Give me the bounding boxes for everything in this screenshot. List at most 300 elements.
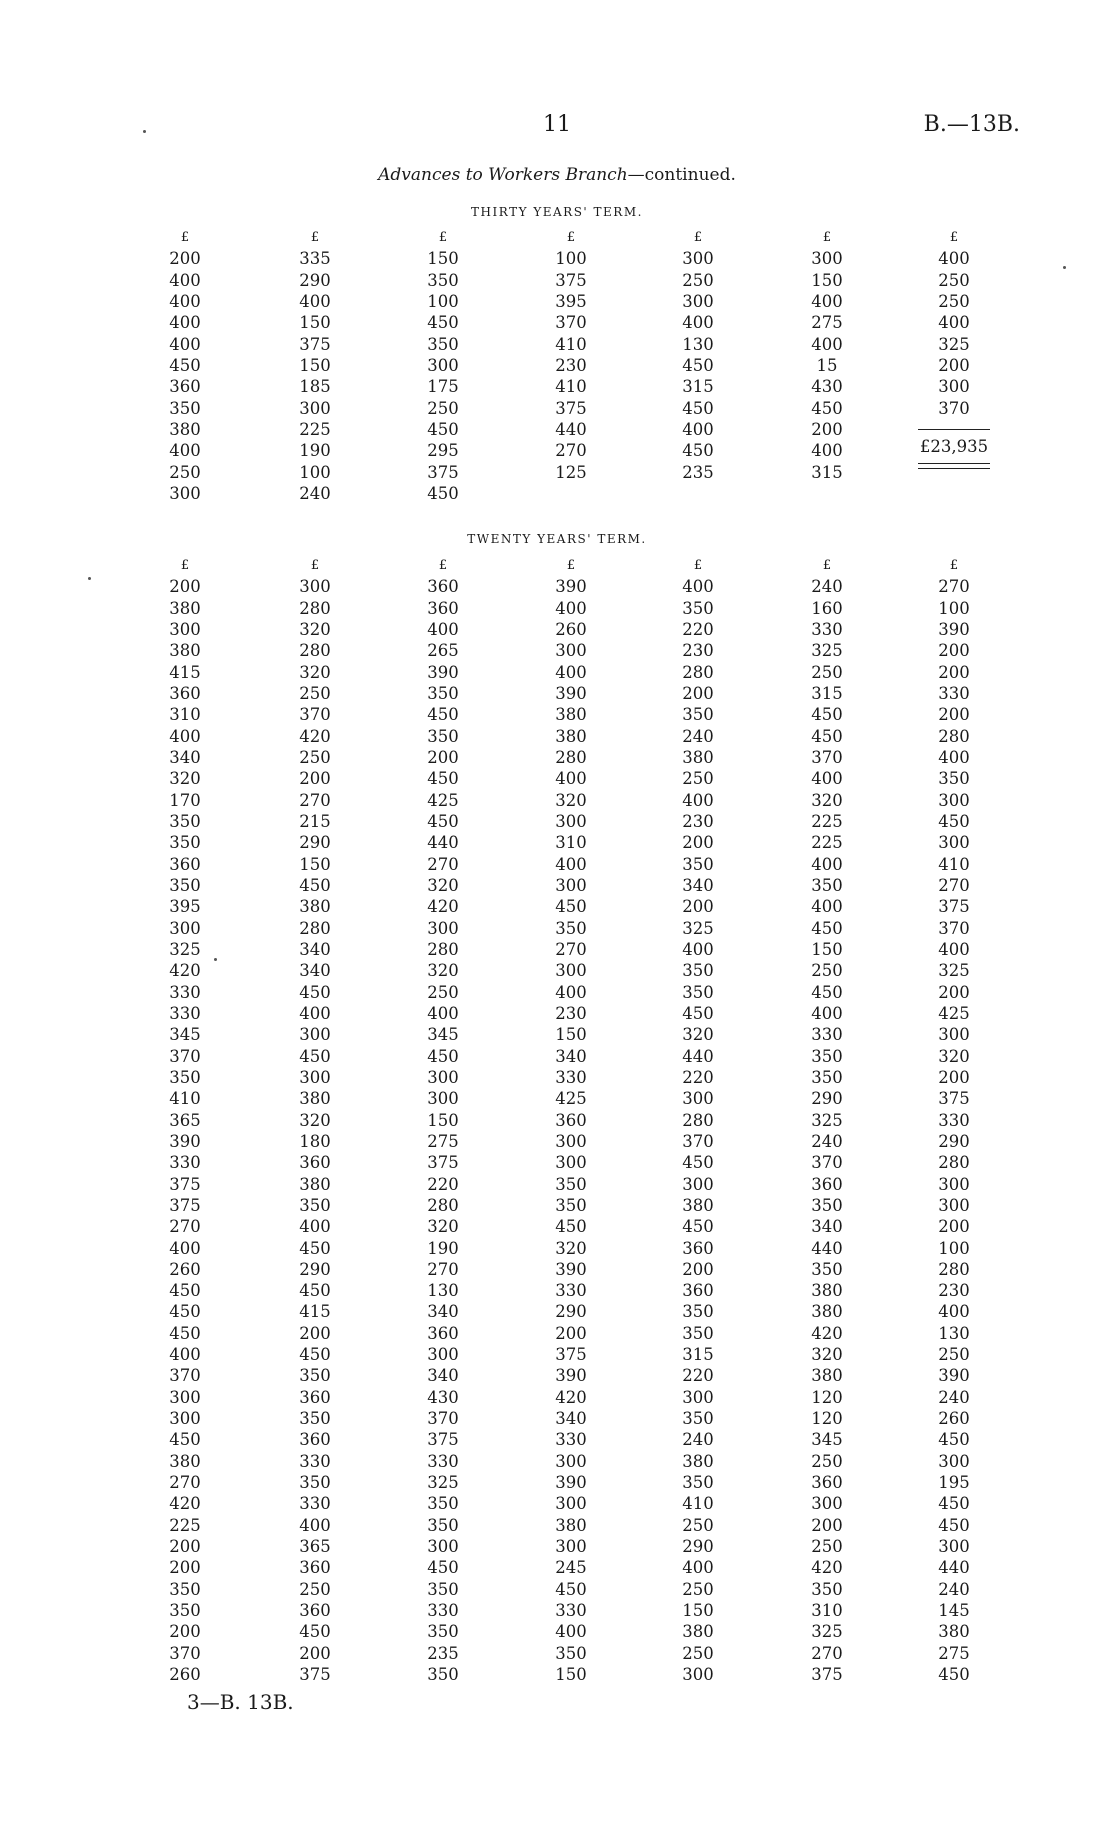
currency-header: £ (438, 230, 448, 245)
amount-cell: 300 (938, 1537, 970, 1557)
total-amount: £23,935 (919, 437, 989, 457)
amount-cell: 250 (299, 683, 331, 703)
amount-cell: 350 (811, 1579, 843, 1599)
amount-cell: 370 (427, 1409, 459, 1429)
amount-cell: 330 (555, 1601, 587, 1621)
amount-cell: 340 (682, 875, 714, 895)
amount-cell: 350 (299, 1473, 331, 1493)
amount-cell: 450 (427, 313, 459, 333)
amount-cell: 340 (427, 1366, 459, 1386)
amount-cell: 250 (427, 982, 459, 1002)
amount-cell: 330 (811, 1025, 843, 1045)
amount-cell: 250 (811, 662, 843, 682)
amount-cell: 400 (555, 1622, 587, 1642)
amount-cell: 400 (938, 939, 970, 959)
amount-cell: 300 (555, 1131, 587, 1151)
amount-cell: 400 (938, 313, 970, 333)
amount-cell: 300 (299, 577, 331, 597)
amount-cell: 360 (299, 1558, 331, 1578)
amount-cell: 400 (938, 747, 970, 767)
amount-cell: 300 (169, 1409, 201, 1429)
amount-cell: 280 (682, 662, 714, 682)
amount-cell: 370 (938, 398, 970, 418)
amount-cell: 350 (427, 270, 459, 290)
amount-cell: 400 (682, 939, 714, 959)
amount-cell: 380 (682, 1195, 714, 1215)
amount-cell: 350 (299, 1409, 331, 1429)
currency-header: £ (822, 230, 832, 245)
amount-cell: 350 (427, 1494, 459, 1514)
amount-cell: 350 (169, 833, 201, 853)
amount-cell: 240 (938, 1387, 970, 1407)
amount-cell: 270 (169, 1473, 201, 1493)
amount-cell: 450 (169, 1302, 201, 1322)
amount-cell: 340 (811, 1217, 843, 1237)
amount-cell: 260 (169, 1259, 201, 1279)
amount-cell: 450 (169, 1281, 201, 1301)
amount-cell: 400 (427, 619, 459, 639)
amount-cell: 300 (427, 1345, 459, 1365)
amount-cell: 200 (682, 1259, 714, 1279)
amount-cell: 225 (169, 1515, 201, 1535)
amount-cell: 270 (555, 441, 587, 461)
amount-cell: 380 (169, 641, 201, 661)
amount-cell: 130 (427, 1281, 459, 1301)
amount-cell: 100 (299, 462, 331, 482)
amount-cell: 360 (811, 1174, 843, 1194)
amount-cell: 380 (682, 1451, 714, 1471)
amount-cell: 290 (299, 270, 331, 290)
amount-cell: 320 (427, 961, 459, 981)
amount-cell: 400 (682, 790, 714, 810)
amount-cell: 350 (682, 961, 714, 981)
section-heading (0, 165, 1114, 185)
amount-cell: 400 (169, 1345, 201, 1365)
amount-cell: 300 (555, 1494, 587, 1514)
amount-cell: 200 (811, 420, 843, 440)
amount-cell: 370 (169, 1046, 201, 1066)
amount-cell: 450 (299, 1345, 331, 1365)
amount-cell: 375 (938, 1089, 970, 1109)
currency-header: £ (566, 558, 576, 573)
amount-cell: 400 (169, 313, 201, 333)
amount-cell: 300 (811, 1494, 843, 1514)
amount-cell: 250 (938, 292, 970, 312)
total-double-rule (918, 463, 990, 469)
amount-cell: 340 (169, 747, 201, 767)
amount-cell: 390 (555, 683, 587, 703)
amount-cell: 230 (682, 811, 714, 831)
amount-cell: 420 (811, 1558, 843, 1578)
amount-cell: 420 (811, 1323, 843, 1343)
amount-cell: 240 (811, 1131, 843, 1151)
amount-cell: 400 (555, 769, 587, 789)
amount-cell: 450 (427, 1046, 459, 1066)
amount-cell: 340 (555, 1046, 587, 1066)
amount-cell: 375 (938, 897, 970, 917)
amount-cell: 450 (682, 356, 714, 376)
amount-cell: 350 (682, 982, 714, 1002)
amount-cell: 375 (555, 398, 587, 418)
amount-cell: 325 (811, 1622, 843, 1642)
amount-cell: 400 (555, 982, 587, 1002)
amount-cell: 290 (299, 1259, 331, 1279)
amount-cell: 360 (299, 1387, 331, 1407)
amount-cell: 450 (427, 811, 459, 831)
amount-cell: 310 (811, 1601, 843, 1621)
amount-cell: 320 (299, 1110, 331, 1130)
amount-cell: 350 (682, 854, 714, 874)
table-column (904, 555, 1004, 1685)
amount-cell: 350 (427, 1515, 459, 1535)
amount-cell: 300 (299, 1067, 331, 1087)
amount-cell: 400 (555, 598, 587, 618)
amount-cell: 200 (169, 577, 201, 597)
amount-cell: 400 (682, 313, 714, 333)
amount-cell: 290 (299, 833, 331, 853)
amount-cell: 440 (427, 833, 459, 853)
amount-cell: 340 (299, 961, 331, 981)
amount-cell: 300 (938, 1195, 970, 1215)
amount-cell: 450 (811, 726, 843, 746)
table-column (265, 227, 365, 504)
amount-cell: 325 (427, 1473, 459, 1493)
amount-cell: 450 (682, 1003, 714, 1023)
amount-cell: 450 (682, 1153, 714, 1173)
amount-cell: 280 (682, 1110, 714, 1130)
currency-header: £ (180, 230, 190, 245)
amount-cell: 350 (811, 875, 843, 895)
amount-cell: 325 (811, 1110, 843, 1130)
amount-cell: 215 (299, 811, 331, 831)
amount-cell: 360 (427, 577, 459, 597)
amount-cell: 450 (299, 1281, 331, 1301)
amount-cell: 450 (299, 1046, 331, 1066)
amount-cell: 245 (555, 1558, 587, 1578)
amount-cell: 300 (299, 398, 331, 418)
amount-cell: 410 (555, 334, 587, 354)
amount-cell: 345 (811, 1430, 843, 1450)
amount-cell: 400 (811, 441, 843, 461)
table-column (648, 555, 748, 1685)
amount-cell: 250 (299, 1579, 331, 1599)
amount-cell: 200 (938, 1067, 970, 1087)
amount-cell: 125 (555, 462, 587, 482)
table-column (521, 227, 621, 483)
amount-cell: 230 (938, 1281, 970, 1301)
amount-cell: 450 (427, 420, 459, 440)
amount-cell: 375 (427, 1430, 459, 1450)
amount-cell: 250 (427, 398, 459, 418)
amount-cell: 325 (811, 641, 843, 661)
amount-cell: 300 (427, 1067, 459, 1087)
amount-cell: 330 (169, 982, 201, 1002)
amount-cell: 400 (299, 1003, 331, 1023)
amount-cell: 350 (555, 1195, 587, 1215)
amount-cell: 380 (682, 747, 714, 767)
amount-cell: 260 (169, 1665, 201, 1685)
amount-cell: 450 (682, 1217, 714, 1237)
amount-cell: 390 (555, 1366, 587, 1386)
amount-cell: 380 (811, 1366, 843, 1386)
amount-cell: 370 (169, 1643, 201, 1663)
amount-cell: 350 (427, 1622, 459, 1642)
amount-cell: 200 (169, 1622, 201, 1642)
amount-cell: 325 (682, 918, 714, 938)
amount-cell: 450 (299, 982, 331, 1002)
amount-cell: 220 (682, 619, 714, 639)
currency-header: £ (949, 230, 959, 245)
amount-cell: 315 (811, 683, 843, 703)
amount-cell: 280 (555, 747, 587, 767)
amount-cell: 375 (427, 462, 459, 482)
amount-cell: 150 (555, 1665, 587, 1685)
amount-cell: 290 (682, 1537, 714, 1557)
amount-cell: 200 (169, 249, 201, 269)
amount-cell: 250 (169, 462, 201, 482)
amount-cell: 300 (682, 1089, 714, 1109)
amount-cell: 380 (299, 1174, 331, 1194)
amount-cell: 350 (811, 1046, 843, 1066)
amount-cell: 350 (555, 1643, 587, 1663)
amount-cell: 450 (299, 1622, 331, 1642)
amount-cell: 400 (811, 334, 843, 354)
amount-cell: 300 (938, 1025, 970, 1045)
amount-cell: 410 (938, 854, 970, 874)
amount-cell: 430 (811, 377, 843, 397)
amount-cell: 330 (938, 1110, 970, 1130)
amount-cell: 450 (811, 398, 843, 418)
amount-cell: 420 (427, 897, 459, 917)
amount-cell: 350 (811, 1067, 843, 1087)
amount-cell: 340 (555, 1409, 587, 1429)
amount-cell: 345 (427, 1025, 459, 1045)
amount-cell: 450 (555, 1579, 587, 1599)
amount-cell: 200 (938, 356, 970, 376)
amount-cell: 420 (169, 1494, 201, 1514)
currency-header: £ (693, 230, 703, 245)
amount-cell: 400 (811, 292, 843, 312)
amount-cell: 200 (169, 1558, 201, 1578)
amount-cell: 350 (938, 769, 970, 789)
amount-cell: 450 (427, 705, 459, 725)
series-reference: B.—13B. (923, 112, 1020, 137)
amount-cell: 250 (811, 1451, 843, 1471)
amount-cell: 300 (811, 249, 843, 269)
amount-cell: 450 (811, 918, 843, 938)
amount-cell: 270 (299, 790, 331, 810)
amount-cell: 240 (682, 1430, 714, 1450)
amount-cell: 320 (811, 1345, 843, 1365)
amount-cell: 425 (938, 1003, 970, 1023)
amount-cell: 300 (682, 249, 714, 269)
amount-cell: 320 (682, 1025, 714, 1045)
amount-cell: 400 (169, 334, 201, 354)
amount-cell: 270 (555, 939, 587, 959)
amount-cell: 450 (555, 1217, 587, 1237)
amount-cell: 290 (555, 1302, 587, 1322)
amount-cell: 350 (811, 1259, 843, 1279)
amount-cell: 200 (938, 1217, 970, 1237)
amount-cell: 130 (938, 1323, 970, 1343)
amount-cell: 280 (427, 1195, 459, 1215)
amount-cell: 320 (555, 790, 587, 810)
amount-cell: 370 (938, 918, 970, 938)
amount-cell: 320 (427, 875, 459, 895)
amount-cell: 395 (555, 292, 587, 312)
amount-cell: 425 (427, 790, 459, 810)
amount-cell: 450 (811, 705, 843, 725)
amount-cell: 370 (682, 1131, 714, 1151)
amount-cell: 400 (938, 249, 970, 269)
amount-cell: 250 (682, 1643, 714, 1663)
amount-cell: 375 (811, 1665, 843, 1685)
amount-cell: 350 (682, 1409, 714, 1429)
amount-cell: 325 (938, 334, 970, 354)
amount-cell: 400 (682, 420, 714, 440)
amount-cell: 130 (682, 334, 714, 354)
amount-cell: 240 (811, 577, 843, 597)
amount-cell: 380 (938, 1622, 970, 1642)
amount-cell: 395 (169, 897, 201, 917)
amount-cell: 390 (938, 1366, 970, 1386)
amount-cell: 390 (555, 577, 587, 597)
amount-cell: 390 (427, 662, 459, 682)
amount-cell: 180 (299, 1131, 331, 1151)
amount-cell: 320 (299, 619, 331, 639)
amount-cell: 300 (555, 1451, 587, 1471)
amount-cell: 260 (938, 1409, 970, 1429)
amount-cell: 250 (682, 270, 714, 290)
amount-cell: 335 (299, 249, 331, 269)
amount-cell: 440 (555, 420, 587, 440)
amount-cell: 150 (299, 313, 331, 333)
currency-header: £ (180, 558, 190, 573)
amount-cell: 330 (427, 1451, 459, 1471)
amount-cell: 450 (682, 398, 714, 418)
amount-cell: 300 (427, 918, 459, 938)
amount-cell: 250 (682, 1579, 714, 1599)
amount-cell: 400 (682, 577, 714, 597)
amount-cell: 360 (169, 377, 201, 397)
currency-header: £ (310, 230, 320, 245)
amount-cell: 280 (938, 1153, 970, 1173)
amount-cell: 300 (938, 1451, 970, 1471)
table-column (521, 555, 621, 1685)
amount-cell: 450 (682, 441, 714, 461)
amount-cell: 190 (427, 1238, 459, 1258)
amount-cell: 300 (555, 811, 587, 831)
currency-header: £ (949, 558, 959, 573)
amount-cell: 280 (299, 918, 331, 938)
twenty-years-term-title: TWENTY YEARS' TERM. (467, 532, 647, 546)
amount-cell: 300 (938, 377, 970, 397)
amount-cell: 325 (169, 939, 201, 959)
amount-cell: 350 (555, 1174, 587, 1194)
speck-mark (88, 577, 91, 580)
amount-cell: 315 (682, 1345, 714, 1365)
amount-cell: 450 (427, 484, 459, 504)
amount-cell: 250 (938, 1345, 970, 1365)
amount-cell: 250 (682, 1515, 714, 1535)
table-column (777, 555, 877, 1685)
amount-cell: 280 (299, 598, 331, 618)
amount-cell: 200 (299, 1323, 331, 1343)
amount-cell: 340 (427, 1302, 459, 1322)
amount-cell: 185 (299, 377, 331, 397)
amount-cell: 370 (299, 705, 331, 725)
amount-cell: 380 (169, 420, 201, 440)
currency-header: £ (310, 558, 320, 573)
amount-cell: 350 (682, 1473, 714, 1493)
amount-cell: 350 (169, 1601, 201, 1621)
amount-cell: 350 (427, 1665, 459, 1685)
amount-cell: 200 (811, 1515, 843, 1535)
speck-mark (143, 130, 146, 133)
footer-reference: 3—B. 13B. (187, 1690, 294, 1714)
amount-cell: 350 (169, 398, 201, 418)
amount-cell: 200 (938, 705, 970, 725)
amount-cell: 450 (299, 1238, 331, 1258)
heading-italic: Advances to Workers Branch (378, 165, 628, 185)
amount-cell: 310 (169, 705, 201, 725)
amount-cell: 150 (299, 854, 331, 874)
amount-cell: 350 (682, 1302, 714, 1322)
amount-cell: 100 (938, 598, 970, 618)
amount-cell: 330 (555, 1281, 587, 1301)
amount-cell: 235 (427, 1643, 459, 1663)
amount-cell: 350 (427, 1579, 459, 1599)
amount-cell: 290 (938, 1131, 970, 1151)
amount-cell: 390 (555, 1259, 587, 1279)
amount-cell: 420 (555, 1387, 587, 1407)
amount-cell: 450 (811, 982, 843, 1002)
amount-cell: 360 (427, 1323, 459, 1343)
heading-continued: —continued. (627, 165, 736, 185)
amount-cell: 330 (299, 1451, 331, 1471)
amount-cell: 350 (427, 334, 459, 354)
amount-cell: 200 (938, 662, 970, 682)
amount-cell: 265 (427, 641, 459, 661)
amount-cell: 330 (169, 1003, 201, 1023)
amount-cell: 200 (938, 982, 970, 1002)
amount-cell: 150 (682, 1601, 714, 1621)
amount-cell: 410 (555, 377, 587, 397)
speck-mark (214, 958, 217, 961)
amount-cell: 320 (938, 1046, 970, 1066)
amount-cell: 200 (427, 747, 459, 767)
amount-cell: 400 (811, 769, 843, 789)
amount-cell: 100 (938, 1238, 970, 1258)
amount-cell: 410 (169, 1089, 201, 1109)
amount-cell: 280 (427, 939, 459, 959)
amount-cell: 300 (169, 918, 201, 938)
amount-cell: 230 (555, 1003, 587, 1023)
amount-cell: 350 (299, 1366, 331, 1386)
amount-cell: 350 (555, 918, 587, 938)
amount-cell: 150 (811, 270, 843, 290)
amount-cell: 400 (299, 292, 331, 312)
amount-cell: 450 (427, 769, 459, 789)
amount-cell: 15 (816, 356, 838, 376)
amount-cell: 270 (938, 577, 970, 597)
amount-cell: 350 (427, 683, 459, 703)
amount-cell: 100 (427, 292, 459, 312)
table-column (135, 227, 235, 504)
amount-cell: 400 (169, 270, 201, 290)
amount-cell: 360 (427, 598, 459, 618)
amount-cell: 430 (427, 1387, 459, 1407)
